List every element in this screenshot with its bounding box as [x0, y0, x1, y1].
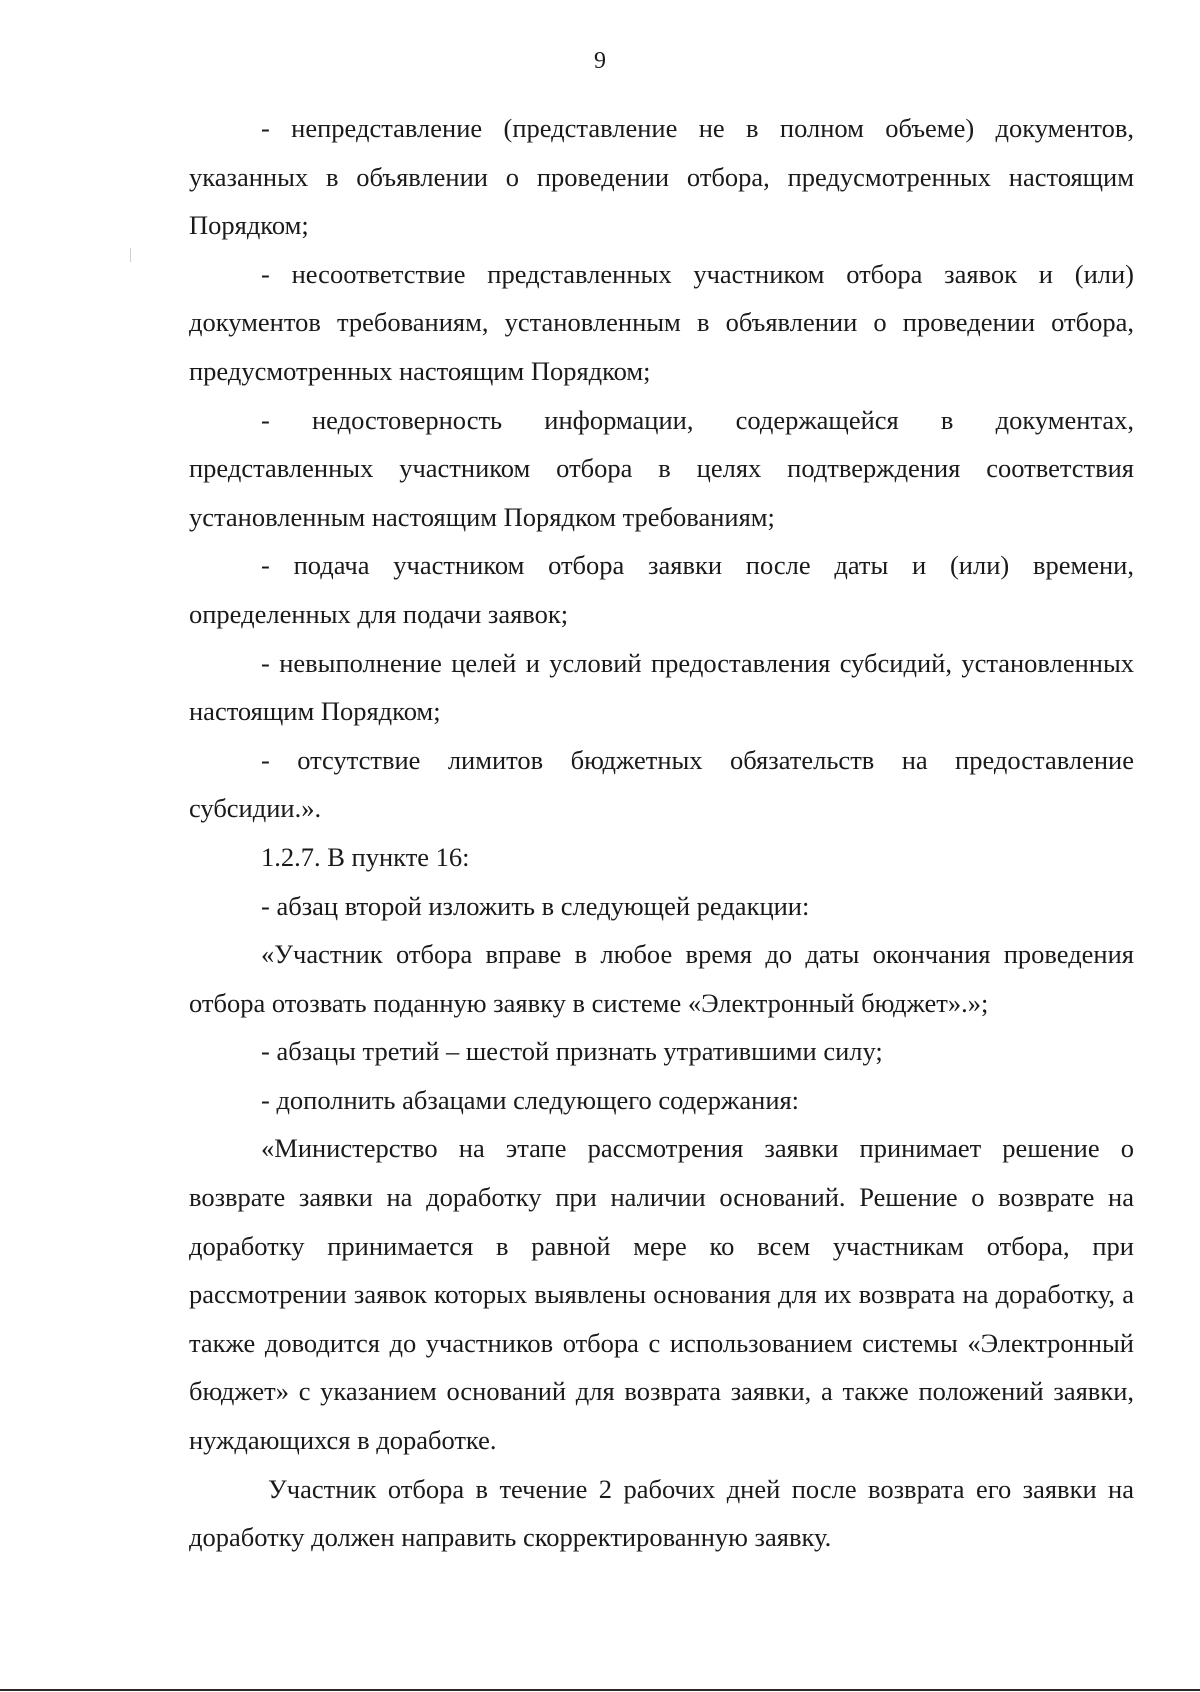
bottom-edge-line: [0, 1689, 1200, 1691]
paragraph: - несоответствие представленных участником отбора заявок и (или) документов требованиям, установленным в объявлении о проведении отбора, предусмотренных настоящим Порядком;: [189, 258, 1134, 386]
paragraph: - подача участником отбора заявки после даты и (или) времени, определенных для подачи заявок;: [189, 550, 1134, 629]
paragraph: - отсутствие лимитов бюджетных обязательств на предоставление субсидии.».: [189, 744, 1134, 824]
paragraph: - абзац второй изложить в следующей редакции:: [261, 890, 810, 921]
paragraph: 1.2.7. В пункте 16:: [261, 841, 470, 872]
document-body: [189, 104, 1134, 1562]
paragraph: «Участник отбора вправе в любое время до даты окончания проведения отбора отозвать поданную заявку в системе «Электронный бюджет».»;: [189, 939, 1134, 1018]
paragraph: - абзацы третий – шестой признать утратившими силу;: [261, 1036, 883, 1067]
paragraph: - недостоверность информации, содержащейся в документах, представленных участником отбора в целях подтверждения соответствия установленным настоящим Порядком требованиям;: [189, 404, 1134, 532]
paragraph: - дополнить абзацами следующего содержания:: [261, 1084, 800, 1115]
paragraph: «Министерство на этапе рассмотрения заявки принимает решение о возврате заявки на доработку при наличии оснований. Решение о возврате на доработку принимается в равной мере ко всем участникам отбора, при рассмотрении заявок которых выявлены основания для их возврата на доработку, а также доводится до участников отбора с использованием системы «Электронный бюджет» с указанием оснований для возврата заявки, а также положений заявки, нуждающихся в доработке.: [189, 1133, 1134, 1456]
paragraph: Участник отбора в течение 2 рабочих дней после возврата его заявки на доработку должен направить скорректированную заявку.: [189, 1473, 1134, 1553]
scan-mark: [130, 248, 131, 262]
paragraph: - невыполнение целей и условий предоставления субсидий, установленных настоящим Порядком;: [189, 647, 1134, 727]
paragraph: - непредставление (представление не в полном объеме) документов, указанных в объявлении о проведении отбора, предусмотренных настоящим Порядком;: [189, 113, 1134, 241]
page-number: 9: [594, 48, 606, 74]
